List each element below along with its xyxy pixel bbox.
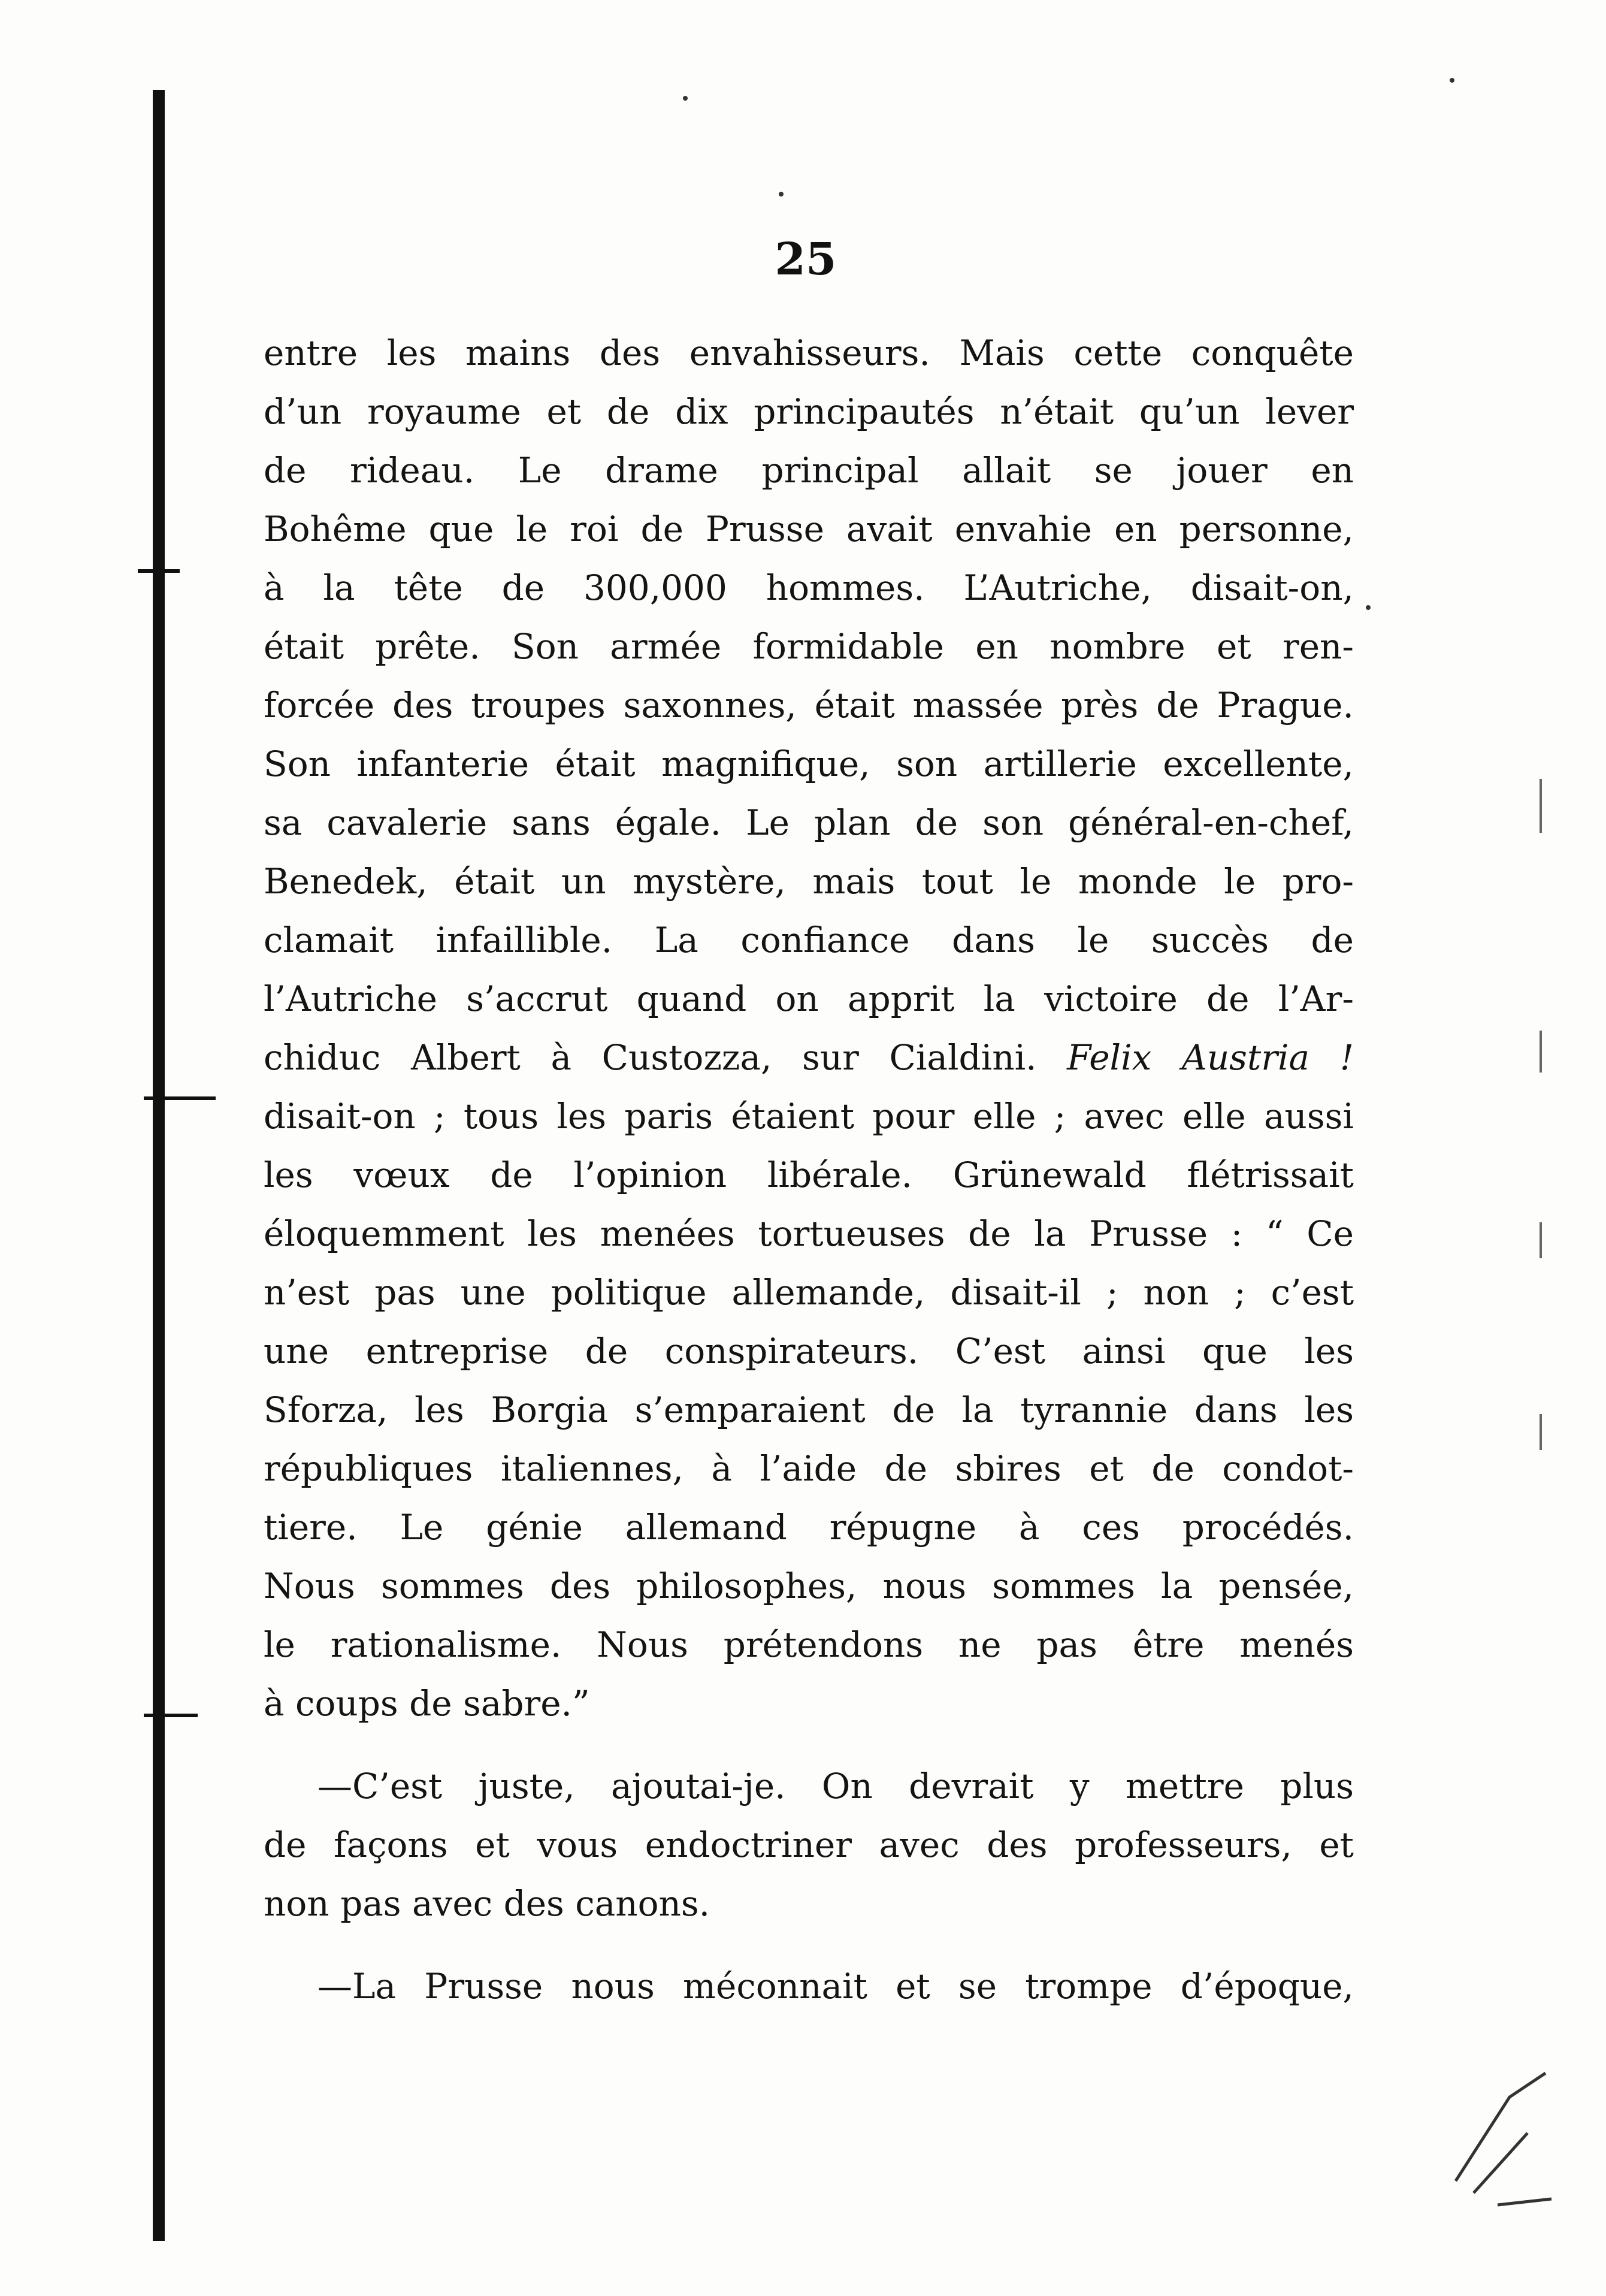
scan-speck [1450, 78, 1454, 83]
text-line: Nous sommes des philosophes, nous sommes la pensée, [264, 1566, 1354, 1606]
text-line: de rideau. Le drame principal allait se jouer en [264, 450, 1354, 491]
text-line: entre les mains des envahisseurs. Mais cette conquête [264, 333, 1354, 373]
text-line: les vœux de l’opinion libérale. Grünewald flétrissait [264, 1155, 1354, 1195]
text-line: Benedek, était un mystère, mais tout le monde le pro- [264, 861, 1354, 902]
text-line: à la tête de 300,000 hommes. L’Autriche, disait-on, [264, 567, 1354, 608]
margin-tick [144, 1714, 198, 1717]
page-number: 25 [775, 234, 837, 285]
text-line: d’un royaume et de dix principautés n’était qu’un lever [264, 391, 1354, 432]
text-line: était prête. Son armée formidable en nombre et ren- [264, 626, 1354, 667]
italic-phrase: Felix Austria ! [1067, 1037, 1354, 1078]
scan-mark [1540, 1222, 1542, 1258]
text-line: de façons et vous endoctriner avec des professeurs, et [264, 1824, 1354, 1865]
text-line-start: chiduc Albert à Custozza, sur Cialdini. [264, 1037, 1037, 1078]
text-line: l’Autriche s’accrut quand on apprit la victoire de l’Ar- [264, 978, 1354, 1019]
text-line: clamait infaillible. La confiance dans le succès de [264, 920, 1354, 960]
scan-mark [1540, 1414, 1542, 1450]
text-line: Sforza, les Borgia s’emparaient de la tyrannie dans les [264, 1389, 1354, 1430]
text-line: une entreprise de conspirateurs. C’est ainsi que les [264, 1331, 1354, 1371]
text-line: forcée des troupes saxonnes, était massée près de Prague. [264, 685, 1354, 726]
text-line: éloquemment les menées tortueuses de la Prusse : “ Ce [264, 1213, 1354, 1254]
pencil-scribble [1438, 2061, 1557, 2217]
text-line: —C’est juste, ajoutai-je. On devrait y mettre plus [317, 1766, 1354, 1806]
text-line: sa cavalerie sans égale. Le plan de son général-en-chef, [264, 802, 1354, 843]
paragraph-gap [264, 1733, 1354, 1757]
text-line: Son infanterie était magnifique, son artillerie excellente, [264, 744, 1354, 784]
text-line: disait-on ; tous les paris étaient pour elle ; avec elle aussi [264, 1096, 1354, 1137]
paragraph-gap [264, 1933, 1354, 1957]
text-line: n’est pas une politique allemande, disait-il ; non ; c’est [264, 1272, 1354, 1313]
binding-edge-rule [153, 90, 165, 2241]
margin-tick [144, 1096, 216, 1100]
body-text [264, 324, 1354, 2016]
scan-speck [1366, 605, 1371, 610]
scan-mark [1540, 1031, 1542, 1073]
text-line: non pas avec des canons. [264, 1883, 710, 1924]
scan-mark [1540, 779, 1542, 833]
text-line: tiere. Le génie allemand répugne à ces procédés. [264, 1507, 1354, 1548]
margin-tick [138, 569, 180, 573]
text-line: Bohême que le roi de Prusse avait envahie en personne, [264, 509, 1354, 549]
text-line: républiques italiennes, à l’aide de sbires et de condot- [264, 1448, 1354, 1489]
text-line: à coups de sabre.” [264, 1683, 590, 1724]
text-line-with-italic [264, 1028, 1354, 1087]
scan-speck [683, 96, 688, 101]
text-line: —La Prusse nous méconnait et se trompe d’époque, [317, 1966, 1354, 2007]
text-line: le rationalisme. Nous prétendons ne pas être menés [264, 1624, 1354, 1665]
scan-speck [779, 192, 784, 197]
